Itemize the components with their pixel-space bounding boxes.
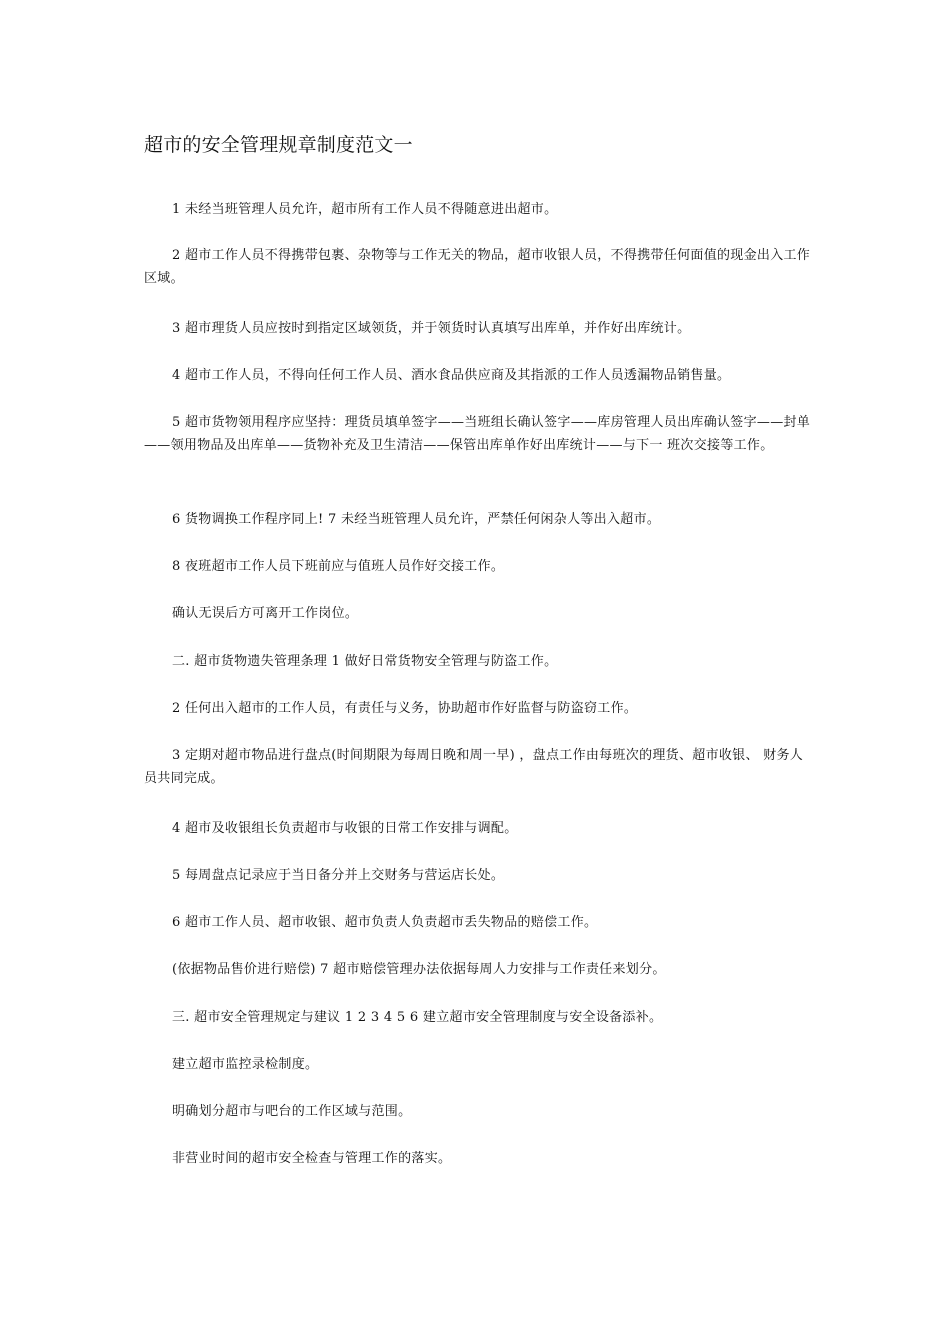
paragraph-1: 1 未经当班管理人员允许，超市所有工作人员不得随意进出超市。	[172, 202, 558, 217]
paragraph-10: 3 定期对超市物品进行盘点(时间期限为每周日晚和周一早) ，盘点工作由每班次的理货、超市收银、 财务人员共同完成。	[144, 748, 804, 786]
paragraph-4: 4 超市工作人员，不得向任何工作人员、酒水食品供应商及其指派的工作人员透漏物品销售量。	[172, 368, 731, 383]
paragraph-12: 5 每周盘点记录应于当日备分并上交财务与营运店长处。	[172, 868, 505, 883]
paragraph-7: 8 夜班超市工作人员下班前应与值班人员作好交接工作。	[172, 559, 505, 574]
paragraph-16: 明确划分超市与吧台的工作区域与范围。	[172, 1104, 412, 1119]
paragraph-11: 4 超市及收银组长负责超市与收银的日常工作安排与调配。	[172, 821, 518, 836]
paragraph-9: 2 任何出入超市的工作人员，有责任与义务，协助超市作好监督与防盗窃工作。	[172, 701, 638, 716]
paragraph-6: 6 货物调换工作程序同上! 7 未经当班管理人员允许，严禁任何闲杂人等出入超市。	[172, 512, 661, 527]
section-2-heading: 二. 超市货物遗失管理条理 1 做好日常货物安全管理与防盗工作。	[172, 654, 558, 669]
paragraph-14: (依据物品售价进行赔偿) 7 超市赔偿管理办法依据每周人力安排与工作责任来划分。	[172, 962, 666, 977]
paragraph-17: 非营业时间的超市安全检查与管理工作的落实。	[172, 1151, 452, 1166]
paragraph-2: 2 超市工作人员不得携带包裹、杂物等与工作无关的物品，超市收银人员，不得携带任何面值的现金出入工作区域。	[144, 248, 811, 286]
document-title: 超市的安全管理规章制度范文一	[144, 134, 413, 156]
section-3-heading: 三. 超市安全管理规定与建议 1 2 3 4 5 6 建立超市安全管理制度与安全设备添补。	[172, 1010, 663, 1025]
paragraph-3: 3 超市理货人员应按时到指定区域领货，并于领货时认真填写出库单，并作好出库统计。	[172, 321, 691, 336]
paragraph-8: 确认无误后方可离开工作岗位。	[172, 606, 359, 621]
paragraph-5: 5 超市货物领用程序应坚持：理货员填单签字——当班组长确认签字——库房管理人员出库确认签字——封单——领用物品及出库单——货物补充及卫生清洁——保管出库单作好出库统计——与下一 班次交接等工作。	[144, 415, 811, 453]
paragraph-13: 6 超市工作人员、超市收银、超市负责人负责超市丢失物品的赔偿工作。	[172, 915, 598, 930]
paragraph-15: 建立超市监控录检制度。	[172, 1057, 319, 1072]
